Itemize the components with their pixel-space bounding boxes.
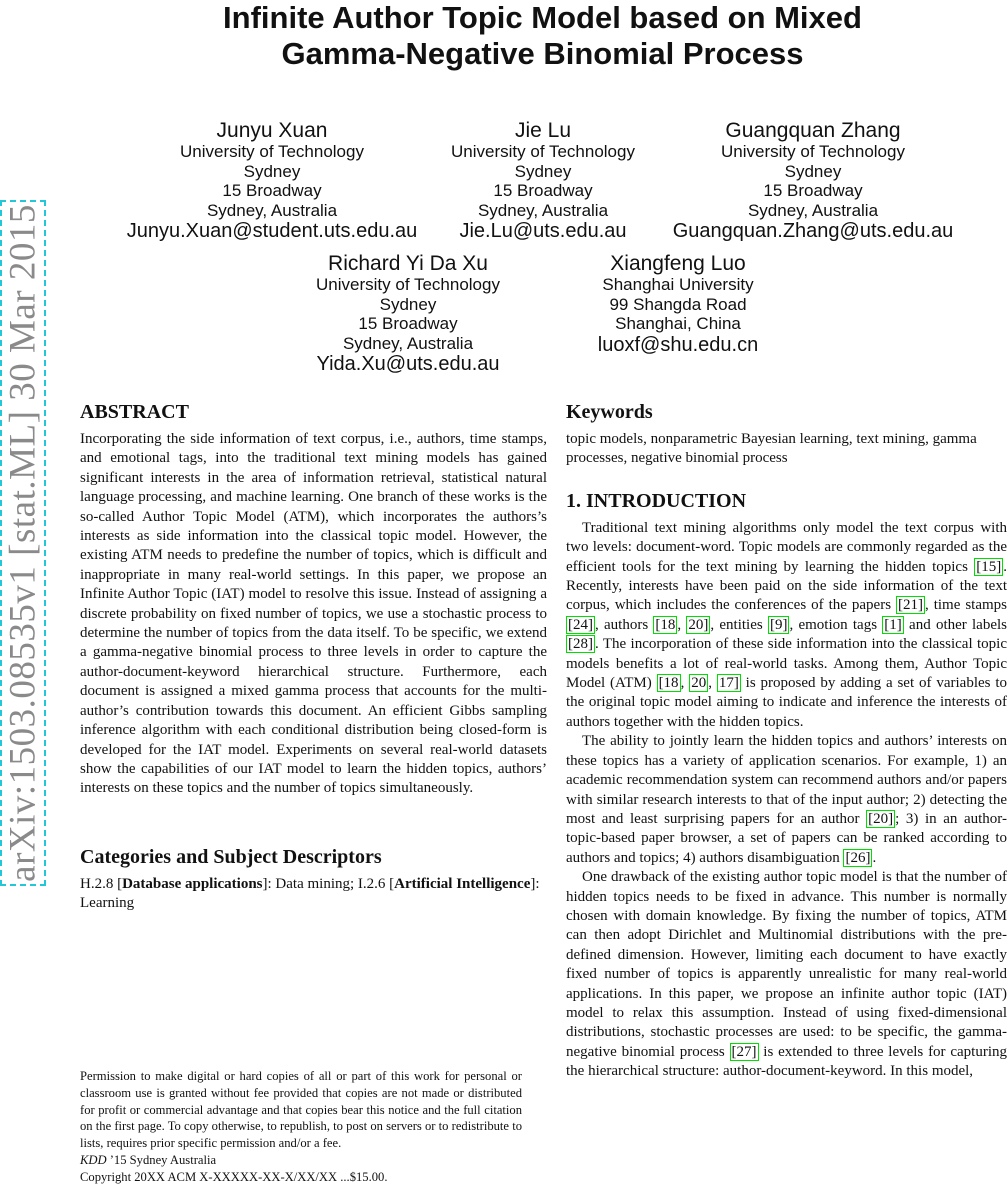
- author-affiliation: Sydney: [784, 161, 842, 181]
- author-address: 15 Broadway: [358, 314, 458, 333]
- categories-heading: Categories and Subject Descriptors: [80, 845, 382, 868]
- author-name: Xiangfeng Luo: [610, 252, 746, 275]
- category-database: Database applications: [122, 875, 263, 892]
- author-block-3: [663, 119, 963, 242]
- citation-link[interactable]: [26]: [845, 849, 871, 866]
- citation-link[interactable]: [18: [655, 616, 676, 633]
- author-affiliation: University of Technology: [451, 142, 635, 161]
- author-email: luoxf@shu.edu.cn: [597, 333, 759, 356]
- author-block-2: [393, 119, 693, 242]
- author-address: Sydney, Australia: [477, 200, 609, 220]
- author-affiliation: University of Technology: [180, 142, 364, 161]
- author-affiliation: Shanghai University: [602, 275, 754, 294]
- title-line-1: Infinite Author Topic Model based on Mixed: [223, 0, 862, 35]
- intro-paragraph-3: One drawback of the existing author topic model is that the number of hidden topics needs to be fixed in advance. This number is normally chosen with domain knowledge. By fixing the number of topics, ATM can then adopt Dirichlet and Multinomial distributions with the pre-defined dimension. However, limiting each document to have exactly fixed number of topics is apparently unrealistic for many real-world applications. In this paper, we propose an infinite author topic (IAT) model to relax this assumption. Instead of using fixed-dimensional distributions, stochastic processes are used: to be specific, the gamma-negative binomial process [27] is extended to three levels for capturing the hierarchical structure: author-document-keyword. In this model,: [566, 869, 1007, 1080]
- right-column: [566, 400, 1007, 1082]
- author-address: Sydney, Australia: [747, 200, 879, 220]
- citation-link[interactable]: [27]: [731, 1043, 757, 1060]
- venue-line: KDD ’15 Sydney Australia: [80, 1152, 217, 1167]
- citation-link[interactable]: [18: [658, 675, 679, 692]
- intro-paragraph-2: The ability to jointly learn the hidden topics and authors’ interests on these topics has a variety of application scenarios. For example, 1) an academic recommendation system can recommend authors and/or papers with similar research interests to that of the input author; 2) detecting the most and least surprising papers for an author [20] ; 3) in an author-topic-based paper browser, a set of papers can be ranked according to authors and topics; 4) authors disambiguation [26] .: [566, 733, 1007, 866]
- category-ai: Artificial Intelligence: [394, 875, 531, 892]
- title-line-2: Gamma-Negative Binomial Process: [281, 36, 804, 71]
- abstract-text: Incorporating the side information of text corpus, i.e., authors, time stamps, and emotional tags, into the traditional text mining models has gained significant interests in the area of information retrieval, statistical natural language processing, and machine learning. One branch of these works is the so-called Author Topic Model (ATM), which incorporates the authors’s interests as side information into the classical topic model. However, the existing ATM needs to predefine the number of topics, which is difficult and inappropriate in many real-world settings. In this paper, we propose an Infinite Author Topic (IAT) model to resolve this issue. Instead of assigning a discrete probability on fixed number of topics, we use a stochastic process to determine the number of topics from the data itself. To be specific, we extend a gamma-negative binomial process to three levels in order to capture the author-document-keyword hierarchical structure. Furthermore, each document is assigned a mixed gamma process that accounts for the multi-author’s contribution towards this document. An efficient Gibbs sampling inference algorithm with each conditional distribution being closed-form is developed for the IAT model. Experiments on several real-world datasets show the capabilities of our IAT model to learn the hidden topics, authors’ interests on these topics and the number of topics simultaneously.: [80, 431, 547, 797]
- author-affiliation: Sydney: [514, 161, 572, 181]
- keywords-text: topic models, nonparametric Bayesian learning, text mining, gamma processes, negative binomial process: [566, 431, 977, 467]
- permission-text: Permission to make digital or hard copies of all or part of this work for personal or classroom use is granted without fee provided that copies are not made or distributed for profit or commercial advantage and that copies bear this notice and the full citation on the first page. To copy otherwise, to republish, to post on servers or to redistribute to lists, requires prior specific permission and/or a fee.: [80, 1069, 522, 1151]
- author-email: Guangquan.Zhang@uts.edu.au: [672, 220, 954, 242]
- author-address: Sydney, Australia: [342, 333, 474, 353]
- author-address: 15 Broadway: [763, 181, 863, 200]
- keywords-heading: Keywords: [566, 401, 653, 423]
- abstract-heading: ABSTRACT: [80, 401, 189, 423]
- citation-link[interactable]: 17]: [718, 675, 739, 692]
- author-email: Yida.Xu@uts.edu.au: [316, 353, 500, 375]
- author-name: Jie Lu: [514, 119, 572, 142]
- left-column: [80, 400, 547, 914]
- author-block-1: [122, 119, 422, 242]
- citation-link[interactable]: [1]: [884, 616, 902, 633]
- citation-link[interactable]: [15]: [976, 558, 1002, 575]
- intro-paragraph-1: Traditional text mining algorithms only model the text corpus with two levels: document-word. Topic models are commonly regarded as the efficient tools for the text mining by learning the hidden topics [15] . Recently, interests have been paid on the side information of the text corpus, which includes the conferences of the papers [21] , time stamps [24] , authors [18 , 20] , entities [9] , emotion tags [1] and other labels [28] . The incorporation of these side information into the classical topic models benefits a lot of real-world tasks. Among them, Author Topic Model (ATM) [18 , 20 , 17] is proposed by adding a set of variables to the original topic model aiming to indicate and inference the interests of authors together with the hidden topics.: [566, 519, 1008, 730]
- author-affiliation: University of Technology: [721, 142, 905, 161]
- citation-link[interactable]: 20: [691, 675, 707, 692]
- citation-link[interactable]: [9]: [769, 616, 788, 633]
- author-name: Richard Yi Da Xu: [328, 252, 488, 275]
- author-address: 99 Shangda Road: [609, 294, 747, 314]
- author-affiliation: University of Technology: [316, 275, 500, 294]
- author-block-5: [528, 252, 828, 356]
- author-email: Jie.Lu@uts.edu.au: [459, 220, 627, 242]
- categories-text: H.2.8 [Database applications]: Data mining; I.2.6 [Artificial Intelligence]: Learning: [80, 875, 540, 912]
- author-address: 15 Broadway: [493, 181, 593, 200]
- citation-link[interactable]: 20]: [688, 616, 709, 633]
- introduction-heading: 1. INTRODUCTION: [566, 489, 747, 512]
- citation-link[interactable]: [24]: [568, 616, 593, 633]
- author-name: Guangquan Zhang: [725, 119, 901, 142]
- author-address: Shanghai, China: [615, 314, 741, 333]
- author-name: Junyu Xuan: [216, 119, 328, 142]
- citation-link[interactable]: [20]: [868, 810, 894, 827]
- author-affiliation: Sydney: [243, 161, 301, 181]
- permission-notice: [80, 1068, 522, 1186]
- arxiv-id: arXiv:1503.08535v1 [stat.ML] 30 Mar 2015: [2, 204, 44, 882]
- paper-title: [0, 0, 1008, 72]
- author-address: 15 Broadway: [222, 181, 322, 200]
- author-address: Sydney, Australia: [206, 200, 338, 220]
- author-affiliation: Sydney: [379, 294, 437, 314]
- citation-link[interactable]: [28]: [568, 636, 593, 653]
- arxiv-stamp: [0, 200, 46, 886]
- author-email: Junyu.Xuan@student.uts.edu.au: [126, 220, 418, 242]
- author-block-4: [258, 252, 558, 375]
- copyright-line: Copyright 20XX ACM X-XXXXX-XX-X/XX/XX ...$15.00.: [80, 1169, 388, 1184]
- citation-link[interactable]: [21]: [898, 597, 923, 614]
